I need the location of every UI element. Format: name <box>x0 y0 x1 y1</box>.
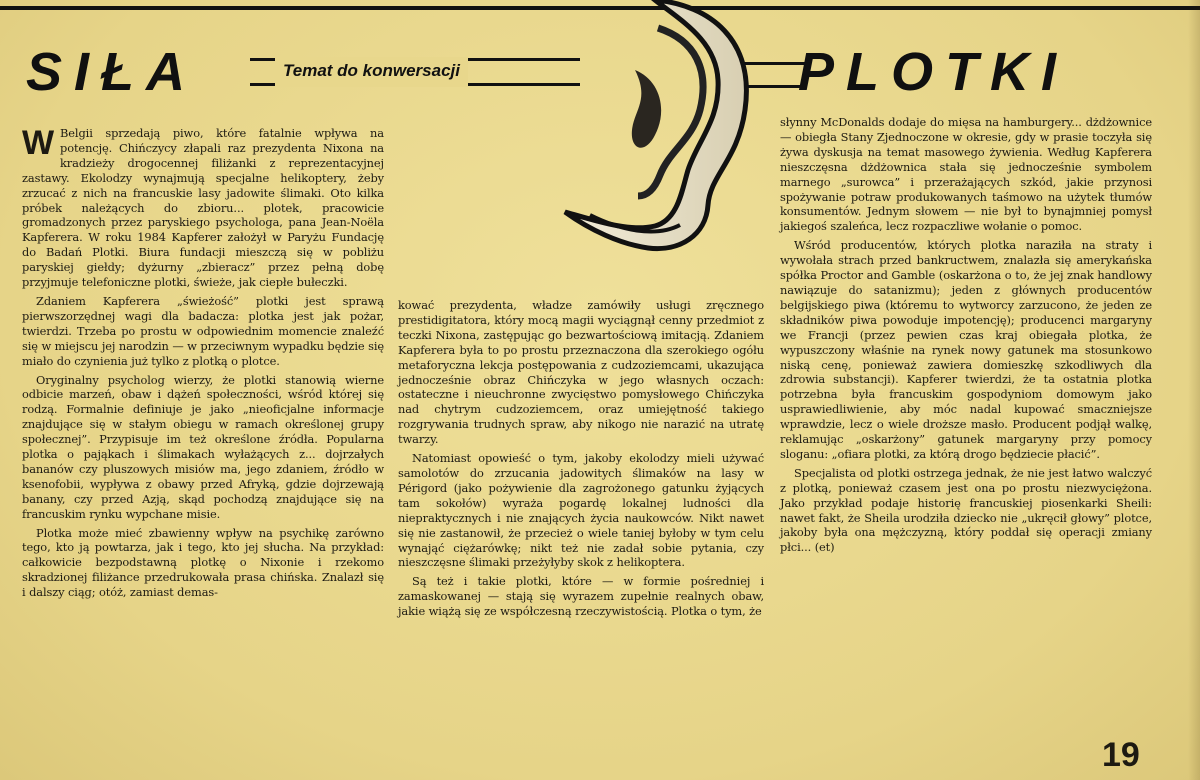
headline-left: SIŁA <box>26 42 198 102</box>
paragraph: kować prezydenta, władze zamówiły usługi zręcznego prestidigitatora, który mocą magii wyciągnął cenny przedmiot z teczki Nixona, zastępując go bezwartościową imitacją. Zdaniem Kapferera była to po prostu przeznaczona dla szerokiego ogółu metaforyczna lekcja postępowania z cudzoziemcami, ukazująca jednocześnie obraz Chińczyka w jego własnych oczach: ostateczne i nieuchronne zwycięstwo pomysłowego Chińczyka nad chytrym cudzoziemcem, oraz umiejętność takiego rozgrywania trudnych spraw, aby nikogo nie narazić na utratę twarzy. <box>398 298 764 447</box>
paragraph: Plotka może mieć zbawienny wpływ na psychikę zarówno tego, kto ją powtarza, jak i tego, kto jej słucha. Na przykład: całkowicie bezpodstawną plotkę o Nixonie i rzekomo skradzionej filiżance przedrukowała prasa chińska. Znalazł się i dalszy ciąg; otóż, zamiast demas- <box>22 525 384 600</box>
page-number: 19 <box>1102 736 1140 774</box>
paragraph: Specjalista od plotki ostrzega jednak, że nie jest łatwo walczyć z plotką, ponieważ czasem jest ona po prostu niezwyciężona. Jako przykład podaje historię francuskiej piosenkarki Sheili: nawet fakt, że Sheila urodziła dziecko nie „ukręcił głowy” plotce, jakoby była ona mężczyzną, który poddał się operacji zmiany płci... (et) <box>780 465 1152 555</box>
paragraph: W Belgii sprzedają piwo, które fatalnie wpływa na potencję. Chińczycy złapali raz prezydenta Nixona na kradzieży drogocennej filiżanki z reprezentacyjnej zastawy. Ekolodzy wynajmują specjalne helikoptery, żeby zrzucać z nich na francuskie lasy jadowite ślimaki. Oto kilka próbek należących do zbioru... plotek, pracowicie gromadzonych przez paryskiego psychologa, pana Jean-Noëla Kapferera. W roku 1984 Kapferer założył w Paryżu Fundację do Badań Plotki. Biura fundacji mieszczą się w pobliżu paryskiej giełdy; dyżurny „zbieracz” przez pełną dobę przyjmuje telefoniczne plotki, świeże, jak ciepłe bułeczki. <box>22 124 384 290</box>
paragraph: Są też i takie plotki, które — w formie pośredniej i zamaskowanej — stają się wyrazem zupełnie realnych obaw, jakie wiążą się ze współczesną rzeczywistością. Plotka o tym, że <box>398 574 764 619</box>
ear-icon <box>560 0 790 255</box>
article-column-2 <box>398 298 764 623</box>
paragraph: słynny McDonalds dodaje do mięsa na hamburgery... dżdżownice — obiegła Stany Zjednoczone w okresie, gdy w prasie toczyła się żywa dyskusja na temat masowego żywienia. Według Kapferera nieszczęsna dżdżownica stała się jednocześnie symbolem marnego „surowca” i przerażających szkód, jakie przynosi spożywanie potraw produkowanych taśmowo na użytek tłumów konsumentów. Jednym słowem — nie był to bynajmniej pomysł jakiegoś szaleńca, lecz rozpaczliwe wołanie o pomoc. <box>780 115 1152 234</box>
article-column-3 <box>780 115 1152 559</box>
drop-cap: W <box>22 124 54 162</box>
paragraph: Zdaniem Kapferera „świeżość” plotki jest sprawą pierwszorzędnej wagi dla badacza: plotka jest jak pożar, twierdzi. Trzeba po prostu w odpowiednim momencie znaleźć się w miejscu jej narodzin — w przeciwnym wypadku będzie się miało do czynienia już tylko z plotką o plotce. <box>22 293 384 368</box>
subtitle: Temat do konwersacji <box>275 57 468 87</box>
paragraph: Wśród producentów, których plotka naraziła na straty i wywołała strach przed bankructwem, znalazła się amerykańska spółka Proctor and Gamble (oskarżona o to, że jej znak handlowy nawiązuje do satanizmu); jeden z głównych producentów belgijskiego piwa (któremu to wytworcy zarzucono, że jeden ze składników piwa powoduje impotencję); producenci margaryny we Francji (przez pewien czas kraj obiegała plotka, że wypuszczony właśnie na rynek nowy gatunek ma stosunkowo niską cenę, ponieważ zawiera domieszkę szkodliwych dla zdrowia substancji). Kapferer twierdzi, że ta ostatnia plotka potrzebna była francuskim gospodyniom domowym jako usprawiedliwienie, aby móc nadal kupować smaczniejsze wprawdzie, lecz o wiele droższe masło. Producent podjął walkę, reklamując „oskarżony” gatunek margaryny przy pomocy sloganu: „ofiara plotki, za którą drogo będziecie płacić”. <box>780 238 1152 461</box>
paragraph: Oryginalny psycholog wierzy, że plotki stanowią wierne odbicie marzeń, obaw i dążeń społeczności, wśród której się rodzą. Formalnie definiuje je jako „nieoficjalne informacje znajdujące się w stałym obiegu w ramach określonej grupy społecznej”. Przypisuje im też określone źródła. Popularna plotka o pająkach i ślimakach wyłażących z... dojrzałych bananów czy pluszowych misiów ma, jego zdaniem, źródło w ksenofobii, wypływa z obawy przed Afryką, gdzie dojrzewają banany, czy przed Azją, skąd pochodzą znajdujące się na francuskim rynku wypchane misie. <box>22 372 384 521</box>
page-edge-shadow <box>1188 0 1200 780</box>
paragraph: Natomiast opowieść o tym, jakoby ekolodzy mieli używać samolotów do zrzucania jadowitych ślimaków na lasy w Périgord (jako pożywienie dla zagrożonego gatunku żyjących tam sokołów) wyraża pogardę lokalnej ludności dla niepraktycznych i nie znających życia naukowców. Nikt nawet się nie zastanowił, że przecież o wiele taniej byłoby w tym celu wynająć ciężarówkę; nikt też nie zadał sobie pytania, czy nieszczęsne ślimaki przeżyłyby skok z helikoptera. <box>398 451 764 570</box>
headline-right: PLOTKI <box>798 42 1068 102</box>
article-column-1 <box>22 126 384 604</box>
